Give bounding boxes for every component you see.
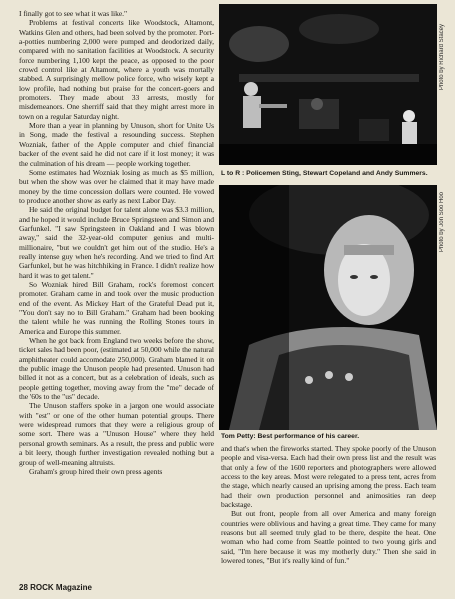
photo-credit: Photo by Richard Stacey (439, 24, 445, 91)
paragraph: More than a year in planning by Unuson, short for Unite Us in Song, made the festival a resounding success. Stephen Wozniak, father of the Apple computer and chief financial backer of the event said he did not care if it lost money; it was the culmination of his dream — people working together. (19, 121, 214, 168)
paragraph: Graham's group hired their own press agents (29, 466, 163, 476)
paragraph: Some estimates had Wozniak losing as much as $5 million, but when the show was over he claimed that it may have made money by the time concession dollars were counted. He vowed to produce another show as early as next Labor Day. (19, 167, 214, 205)
concert-photo-tom-petty (219, 185, 437, 430)
photo-caption: L to R : Policemen Sting, Stewart Copeland and Andy Summers. (221, 170, 428, 177)
article-column-right (221, 444, 436, 565)
concert-photo-police (219, 4, 437, 165)
photo-caption: Tom Petty: Best performance of his career. (221, 433, 360, 440)
paragraph: When he got back from England two weeks before the show, ticket sales had been poor, (estimated at 50,000 while the natural amphitheater could accomodate 250,000). Graham blamed it on the public image the Unuson people had presented. Unuson had billed it not as a concert, but as a celebration of ideals, such as people getting together, moving away from the "me" decade of the '60s to the "us" decade. (19, 336, 214, 402)
stage-image (219, 4, 437, 165)
performer-image (219, 185, 437, 430)
paragraph: I finally got to see what it was like." (19, 9, 128, 18)
article-column-left (19, 9, 214, 476)
photo-credit: Photo by Jon Soo Hoo (439, 192, 445, 253)
paragraph: The Unuson staffers spoke in a jargon one would associate with "est" or one of the other human potential groups. There were widespread rumors that they were a religious group of some sort. There was a "Unuson House" where they held personal growth seminars. As a result, the press and public were a bit leery, though further investigation revealed nothing but a group of well-meaning altruists. (19, 401, 214, 467)
paragraph: Problems at festival concerts like Woodstock, Altamont, Watkins Glen and others, had been solved by the promoter. Port-a-potties numbering 2,000 were pumped and deodorized daily, compared with no sanitation facilities at Woodstock. A security force numbering 1,100 kept the peace, as opposed to the poor crowd control like at Altamont, where a youth was mortally stabbed. A surprisingly mellow police force, who wisely kept a low profile, had nothing but praise for the concert-goers and promoters. They made about 33 arrests, mostly for misdemeanors. One sherriff said that they might arrest more in town on a regular Saturday night. (19, 18, 214, 121)
paragraph: But out front, people from all over America and many foreign countries were oblivious and having a great time. They came for many reasons but all seemed truly glad to be there, despite the heat. One woman who had come from Seattle pointed to two young girls and said, "I'm here because it was my motherly duty." Then she said in lowered tones, "But it's really kind of fun." (221, 509, 436, 566)
page-footer: 28 ROCK Magazine (19, 583, 92, 592)
paragraph: So Wozniak hired Bill Graham, rock's foremost concert promoter. Graham came in and took over the music production end of the event. As Mickey Hart of the Grateful Dead put it, "You don't say no to Bill Graham." Graham had been booking the talent while he was running the Rolling Stones tours in America and Europe this summer. (19, 279, 214, 336)
paragraph: and that's when the fireworks started. They spoke poorly of the Unuson people and visa-versa. Each had their own press list and the result was that only a few of the 1600 reporters and photographers were allowed access to the key areas. Most were relegated to a press tent, acres from the stage, which nearly caused an uprising among the press. Each team had their own production personnel and animosities ran deep backstage. (221, 444, 436, 510)
paragraph: He said the original budget for talent alone was $3.3 million, and he hoped it would include Bruce Springsteen and Simon and Garfunkel. "I saw Springsteen in Oakland and I was blown away," said the 32-year-old computer genius and multi-millionaire, "but we couldn't get him out of the studio. He's a really intense guy when he's recording. And we tried to find Art Garfunkel, but he was hitchhiking in France. I didn't realize how hard it was to get talent." (19, 205, 214, 280)
